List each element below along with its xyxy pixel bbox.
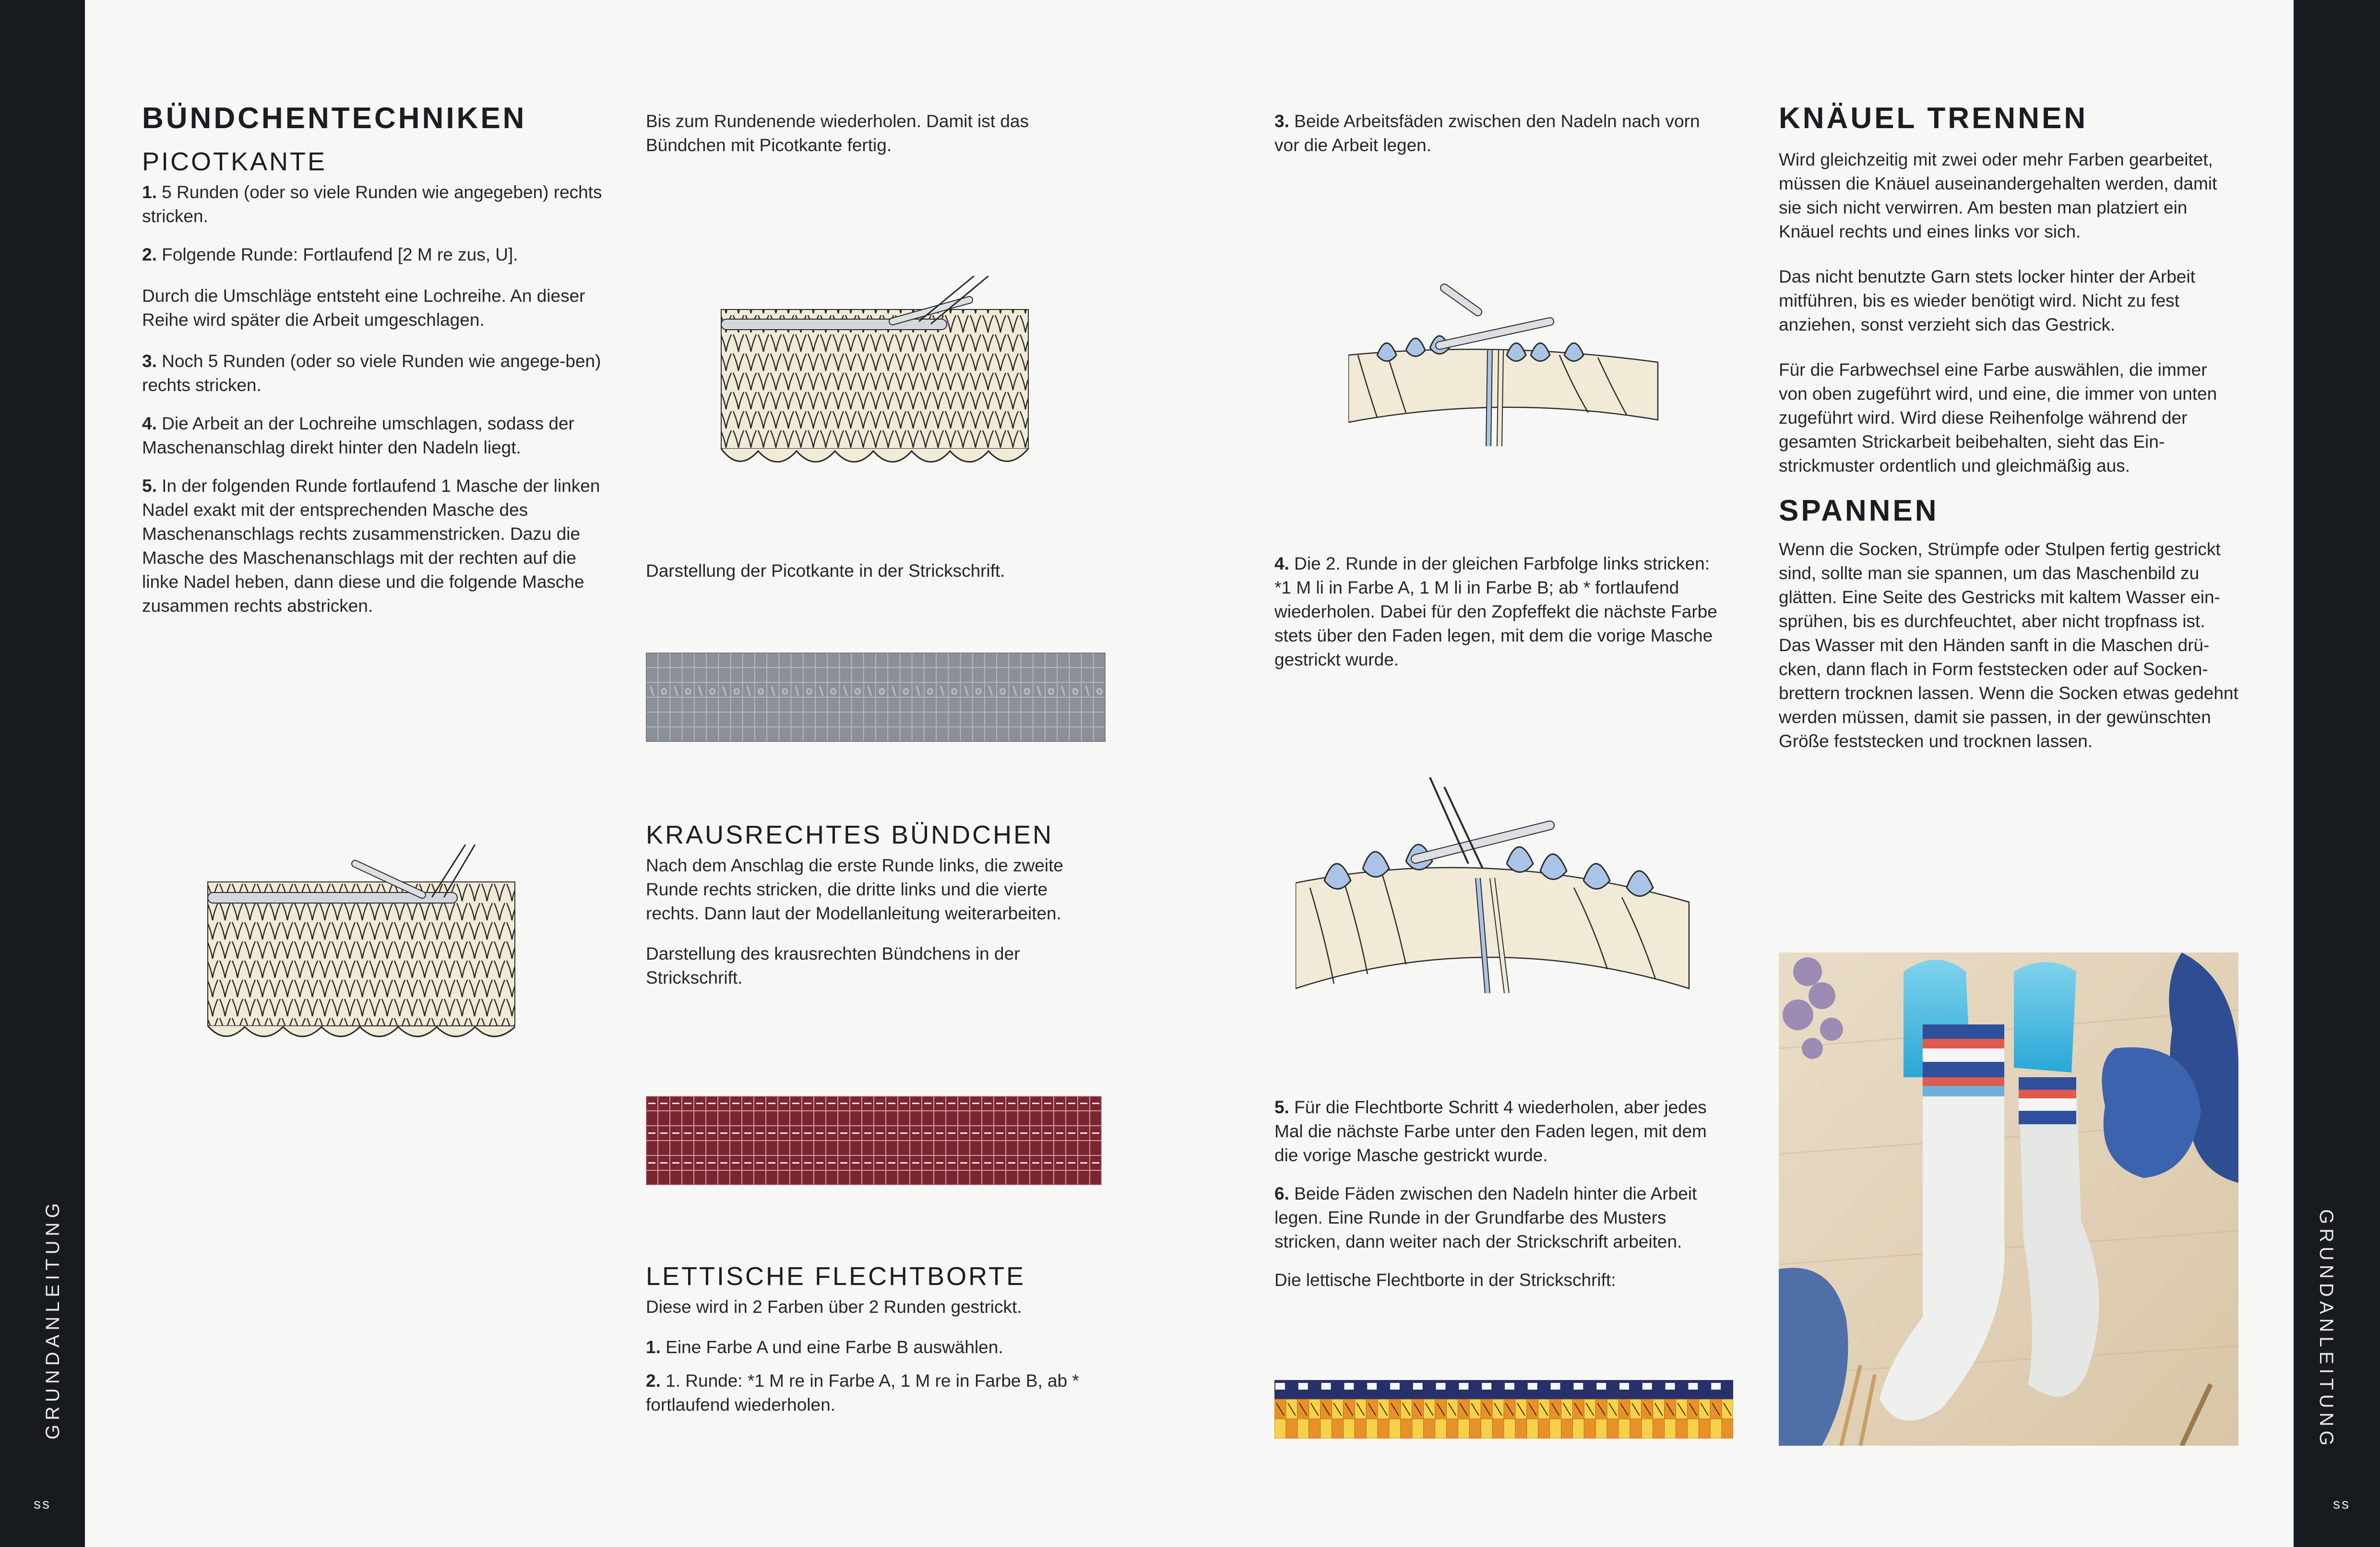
- kraus-caption: Darstellung des krausrechten Bündchens in der Strickschrift.: [646, 944, 1020, 988]
- svg-text:o: o: [951, 685, 958, 697]
- column-4: [1779, 102, 2239, 770]
- svg-text:o: o: [854, 685, 861, 697]
- knaeuel-p1: Wird gleichzeitig mit zwei oder mehr Farben gearbeitet, müssen die Knäuel auseinandergehalten werden, damit sie sich nicht verwirren. Am besten man platziert ein Knäuel rechts und eines links vor sich.: [1779, 150, 2217, 241]
- kraus-chart: [646, 1096, 1102, 1185]
- column-3-top: [1274, 109, 1726, 174]
- svg-text:\: \: [1037, 685, 1041, 697]
- svg-text:o: o: [975, 685, 982, 697]
- step-4: 4. Die Arbeit an der Lochreihe umschlagen, sodass der Maschenanschlag direkt hinter den Nadeln liegt.: [142, 414, 574, 457]
- step-3: 3. Noch 5 Runden (oder so viele Runden wie angege-ben) rechts stricken.: [142, 351, 601, 395]
- column-3-bottom: [1274, 1095, 1726, 1309]
- section-label-right: GRUNDANLEITUNG: [2316, 1209, 2337, 1450]
- svg-text:\: \: [916, 685, 920, 697]
- section-title: BÜNDCHENTECHNIKEN: [142, 102, 527, 135]
- spannen-text: Wenn die Socken, Strümpfe oder Stulpen fertig gestrickt sind, sollte man sie spannen, um das Maschenbild zu glätten. Eine Seite des Gestricks mit kaltem Wasser ein-sprühen, bis es durchfeuchtet, aber nicht tropfnass ist. Das Wasser mit den Händen sanft in die Maschen drü-cken, dann flach in Form feststecken oder auf Socken-brettern trocknen lassen. Wenn die Socken etwas gedehnt werden müssen, damit sie passen, in der gewünschten Größe feststecken und trocknen lassen.: [1779, 539, 2238, 751]
- svg-text:o: o: [733, 685, 740, 697]
- page-number-left: ss: [34, 1496, 51, 1512]
- svg-text:\: \: [892, 685, 896, 697]
- svg-text:o: o: [1047, 685, 1055, 697]
- socks-photo: [1779, 952, 2238, 1446]
- lettish-step-1: 1. Eine Farbe A und eine Farbe B auswählen.: [646, 1337, 1003, 1357]
- svg-text:\: \: [650, 685, 654, 697]
- lettish-section: [646, 1264, 1092, 1433]
- svg-text:\: \: [1085, 685, 1089, 697]
- note-text: Durch die Umschläge entsteht eine Lochreihe. An dieser Reihe wird später die Arbeit umgeschlagen.: [142, 286, 585, 330]
- svg-text:\: \: [819, 685, 823, 697]
- step-5-text: 5. Für die Flechtborte Schritt 4 wiederholen, aber jedes Mal die nächste Farbe unter den Faden legen, mit dem die vorige Masche gestrickt wurde.: [1274, 1097, 1707, 1165]
- svg-text:o: o: [1072, 685, 1079, 697]
- section-label-left: GRUNDANLEITUNG: [42, 1199, 63, 1440]
- picot-caption-wrap: [646, 559, 1092, 599]
- two-color-illustration-2: [1296, 768, 1694, 993]
- svg-text:o: o: [661, 685, 667, 697]
- page-number-right: ss: [2333, 1496, 2350, 1512]
- lettish-chart-caption: Die lettische Flechtborte in der Strickschrift:: [1274, 1270, 1616, 1290]
- svg-text:o: o: [685, 685, 691, 697]
- step-4-text: 4. Die 2. Runde in der gleichen Farbfolge links stricken: *1 M li in Farbe A, 1 M li in Farbe B; ab * fortlaufend wiederholen. Dabei für den Zopfeffekt die nächste Farbe stets über den Faden legen, mit dem die vorige Masche gestrickt wurde.: [1274, 554, 1717, 669]
- svg-text:\: \: [868, 685, 872, 697]
- two-color-illustration-1: [1348, 283, 1660, 446]
- lettish-step-2: 2. 1. Runde: *1 M re in Farbe A, 1 M re in Farbe B, ab * fortlaufend wiederholen.: [646, 1371, 1079, 1415]
- svg-text:o: o: [806, 685, 813, 697]
- kraus-section: [646, 823, 1092, 1006]
- subsection-title: PICOTKANTE: [142, 147, 327, 176]
- svg-text:\: \: [747, 685, 751, 697]
- step-3-text: 3. Beide Arbeitsfäden zwischen den Nadeln nach vorn vor die Arbeit legen.: [1274, 111, 1700, 155]
- spannen-title: SPANNEN: [1779, 494, 1939, 527]
- svg-text:\: \: [698, 685, 702, 697]
- svg-text:\: \: [940, 685, 944, 697]
- svg-text:\: \: [1013, 685, 1017, 697]
- svg-text:o: o: [878, 685, 885, 697]
- picot-caption: Darstellung der Picotkante in der Strickschrift.: [646, 561, 1005, 581]
- column-3-mid: [1274, 552, 1726, 688]
- step-5: 5. In der folgenden Runde fortlaufend 1 Masche der linken Nadel exakt mit der entsprechenden Masche des Maschenanschlags rechts zusammenstricken. Dazu die Masche des Maschenanschlags mit der rechten auf die linke Nadel heben, dann diese und die folgende Masche zusammen rechts abstricken.: [142, 476, 600, 616]
- svg-text:o: o: [709, 685, 716, 697]
- step-6-text: 6. Beide Fäden zwischen den Nadeln hinter die Arbeit legen. Eine Runde in der Grundfarbe des Musters stricken, dann weiter nach der Strickschrift arbeiten.: [1274, 1184, 1697, 1251]
- svg-text:\: \: [771, 685, 775, 697]
- step-2: 2. Folgende Runde: Fortlaufend [2 M re zus, U].: [142, 245, 518, 264]
- svg-text:\: \: [964, 685, 968, 697]
- svg-text:o: o: [999, 685, 1006, 697]
- svg-text:o: o: [830, 685, 837, 697]
- svg-text:\: \: [844, 685, 847, 697]
- picot-fold-illustration: [206, 845, 518, 1060]
- svg-text:o: o: [782, 685, 788, 697]
- lettish-chart: [1274, 1380, 1733, 1439]
- svg-text:o: o: [757, 685, 764, 697]
- svg-text:\: \: [674, 685, 678, 697]
- svg-text:o: o: [903, 685, 909, 697]
- column-1: [142, 102, 605, 634]
- knaeuel-p2: Das nicht benutzte Garn stets locker hinter der Arbeit mitführen, bis es wieder benötigt wird. Nicht zu fest anziehen, sonst verzieht sich das Gestrick.: [1779, 267, 2195, 334]
- knaeuel-p3: Für die Farbwechsel eine Farbe auswählen, die immer von oben zugeführt wird, und eine, die immer von unten zugeführt wird. Wird diese Reihenfolge während der gesamten Strickarbeit beibehalten, sieht das Ein-strickmuster ordentlich und gleichmäßig aus.: [1779, 360, 2217, 476]
- svg-text:o: o: [927, 685, 934, 697]
- kraus-title: KRAUSRECHTES BÜNDCHEN: [646, 821, 1054, 849]
- kraus-text: Nach dem Anschlag die erste Runde links, die zweite Runde rechts stricken, die dritte links und die vierte rechts. Dann laut der Modellanleitung weiterarbeiten.: [646, 856, 1063, 923]
- svg-text:o: o: [1023, 685, 1030, 697]
- picot-chart: [646, 653, 1106, 742]
- column-2: [646, 109, 1092, 174]
- svg-text:\: \: [795, 685, 799, 697]
- lettish-title: LETTISCHE FLECHTBORTE: [646, 1262, 1026, 1291]
- knaeuel-title: KNÄUEL TRENNEN: [1779, 102, 2088, 135]
- svg-text:\: \: [723, 685, 726, 697]
- svg-text:\: \: [1061, 685, 1065, 697]
- intro-text: Bis zum Rundenende wiederholen. Damit ist das Bündchen mit Picotkante fertig.: [646, 111, 1029, 155]
- step-1: 1. 5 Runden (oder so viele Runden wie angegeben) rechts stricken.: [142, 182, 602, 226]
- svg-text:o: o: [1096, 685, 1103, 697]
- lettish-intro: Diese wird in 2 Farben über 2 Runden gestrickt.: [646, 1297, 1022, 1317]
- picot-knitting-illustration: [720, 276, 1032, 487]
- svg-text:\: \: [988, 685, 993, 697]
